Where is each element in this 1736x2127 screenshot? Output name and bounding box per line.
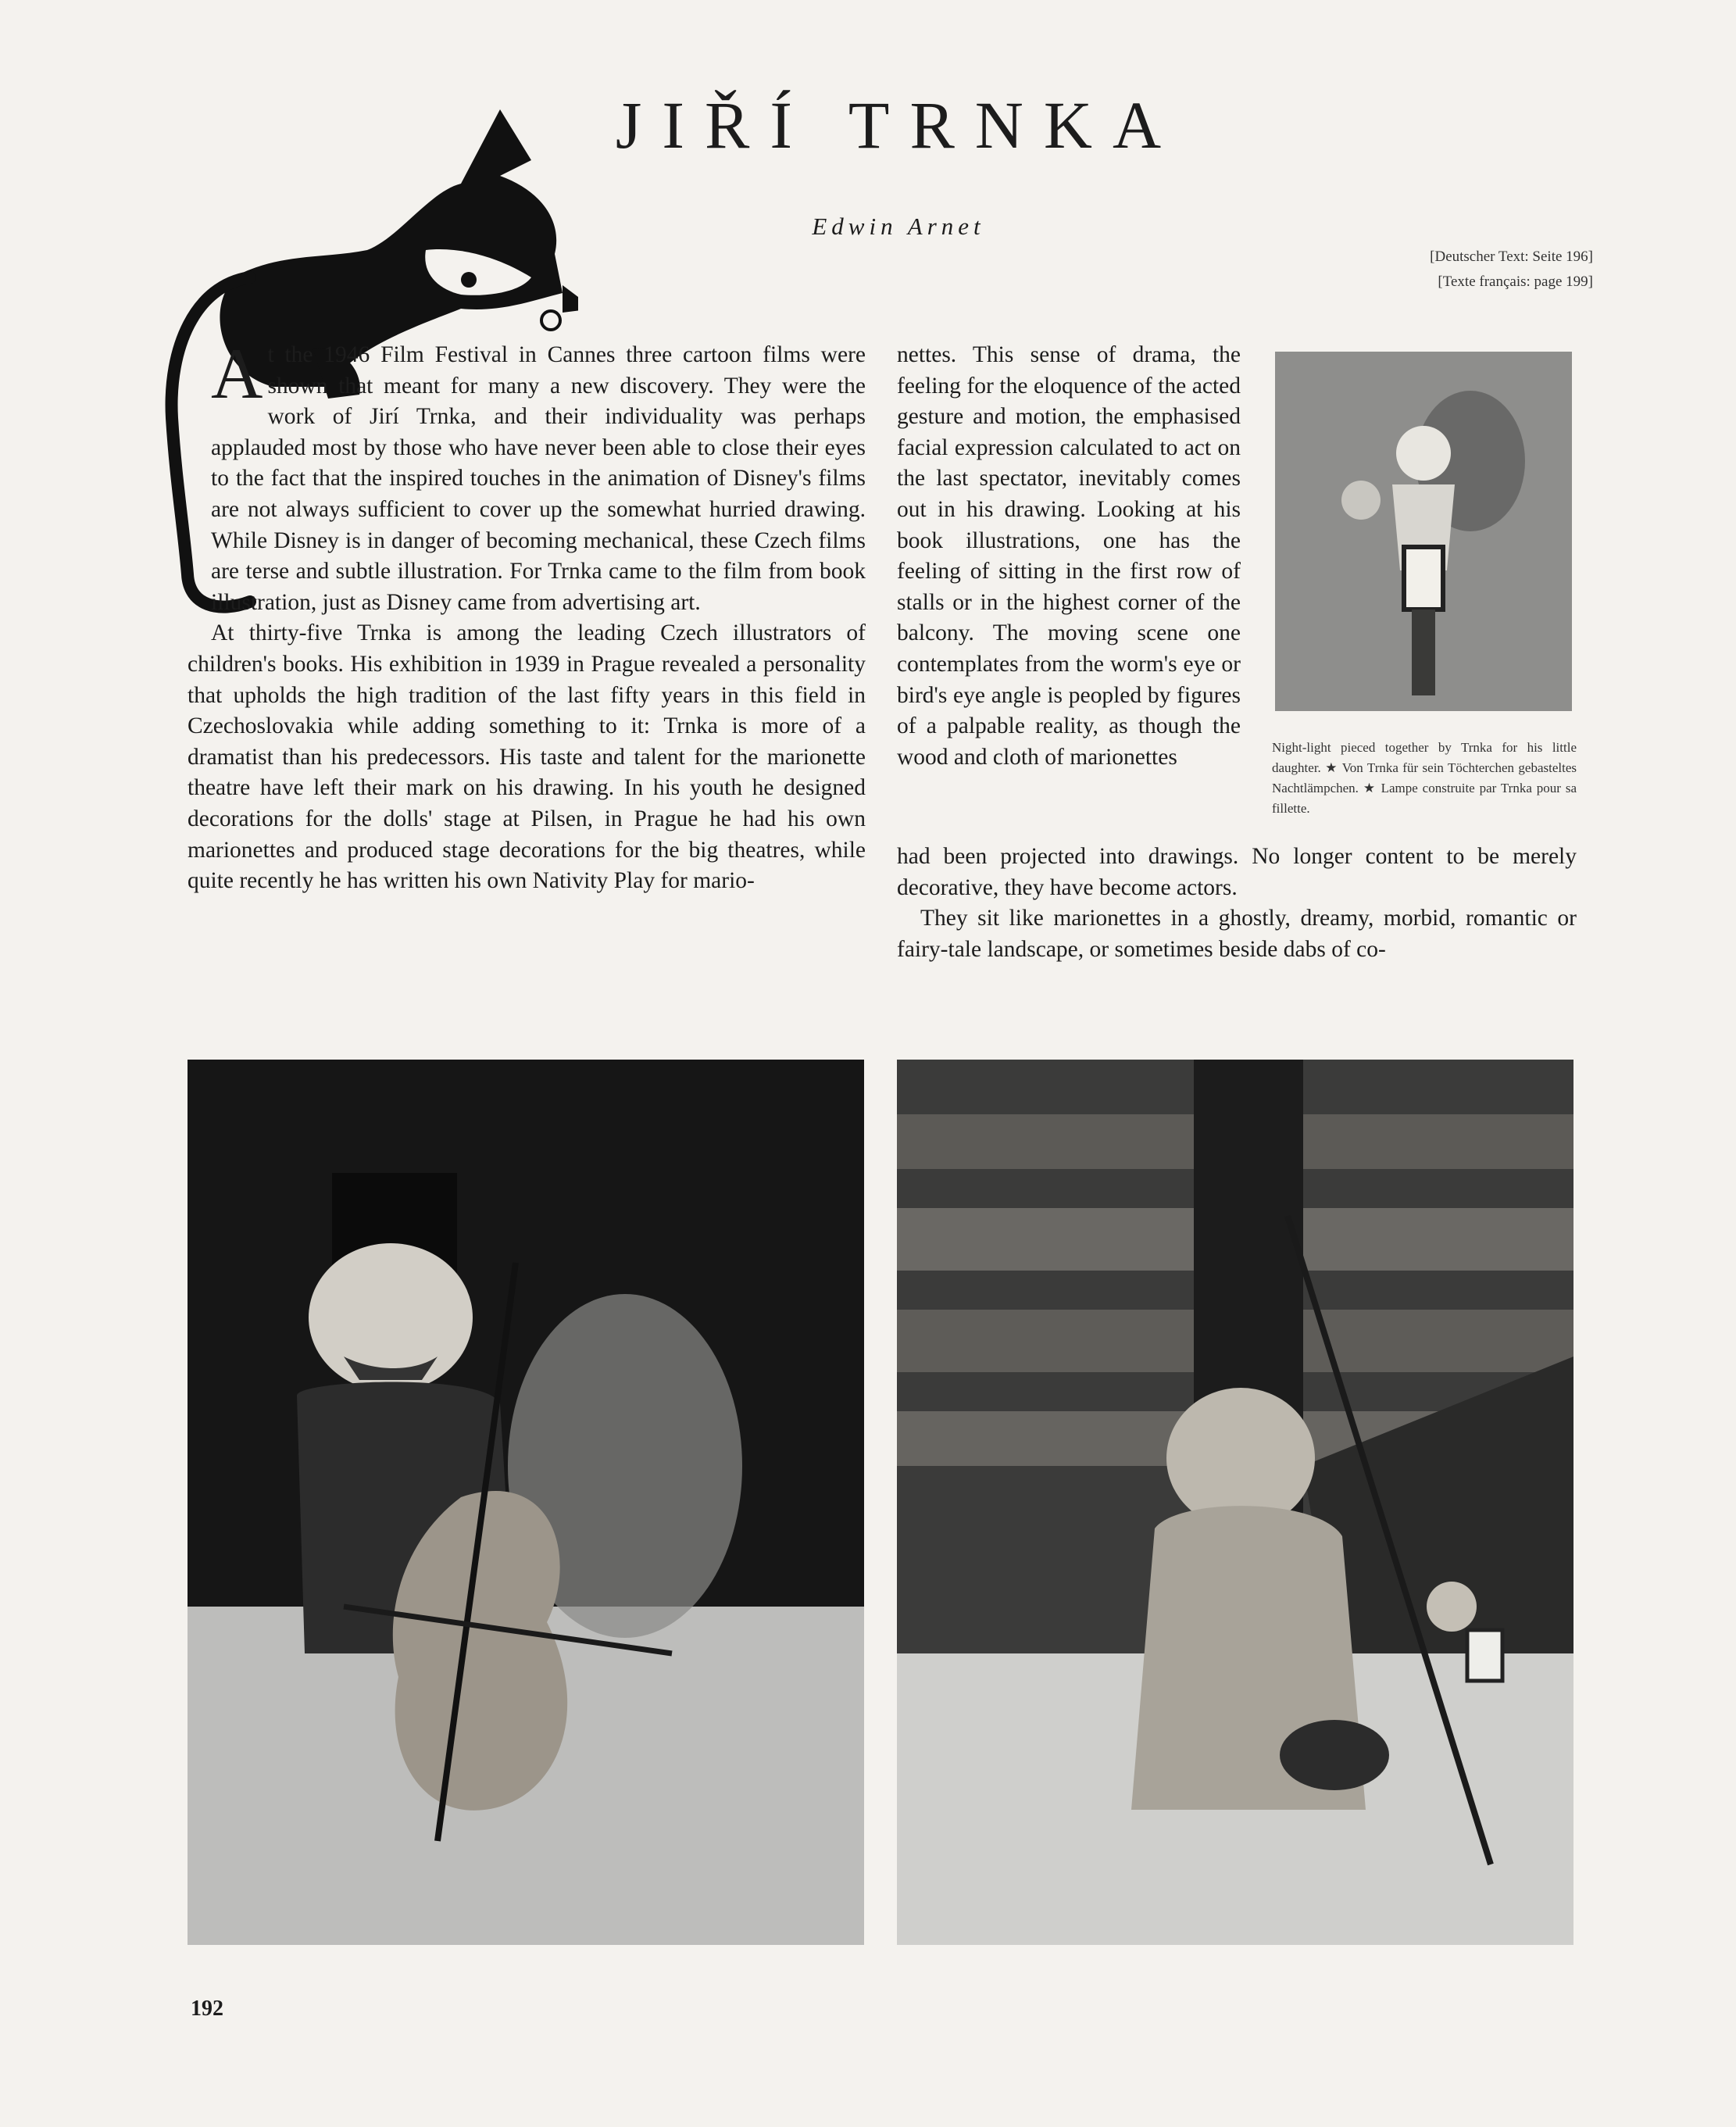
article-title: JIŘÍ TRNKA <box>615 88 1182 163</box>
bearded-puppet-cabin-photo <box>897 1060 1573 1945</box>
bass-player-puppet-photo <box>188 1060 864 1945</box>
article-paragraph-3-continued: had been projected into drawings. No longer content to be merely decorative, they have become actors. <box>897 844 1577 900</box>
article-paragraph-3-column: nettes. This sense of drama, the feeling for the eloquence of the acted gesture and motion, the emphasised facial expression calculated to act on the last spectator, inevitably comes out in his drawing. Looking at his book illustrations, one has the feeling of sitting in the first row of stalls or in the highest corner of the balcony. The moving scene one contemplates from the worm's eye or bird's eye angle is peopled by figures of a palpable reality, as though the wood and cloth of marionettes <box>897 342 1241 770</box>
article-paragraph-1: At the 1946 Film Festival in Cannes three cartoon films were shown that meant for many a new discovery. They were the work of Jirí Trnka, and their individuality was perhaps applauded most by those who have never been able to close their eyes to the fact that the inspired touches in the animation of Disney's films are not always sufficient to cover up the somewhat hurried drawing. While Disney is in danger of becoming mechanical, these Czech films are terse and subtle illustration. For Trnka came to the film from book illustration, just as Disney came from advertising art. <box>211 334 866 615</box>
french-text-reference: [Texte français: page 199] <box>1438 273 1593 290</box>
article-left-column <box>188 334 866 897</box>
page-number: 192 <box>191 1997 223 2021</box>
drop-cap: A <box>211 334 263 413</box>
german-text-reference: [Deutscher Text: Seite 196] <box>1430 248 1593 265</box>
article-spanning-text <box>897 842 1577 965</box>
night-light-photo <box>1275 352 1572 711</box>
author-byline: Edwin Arnet <box>812 213 985 240</box>
article-paragraph-4: They sit like marionettes in a ghostly, dreamy, morbid, romantic or fairy-tale landscape, or sometimes beside dabs of co- <box>897 906 1577 962</box>
article-paragraph-2: At thirty-five Trnka is among the leading Czech illustrators of children's books. His exhibition in 1939 in Prague revealed a personality that upholds the high tradition of the last fifty years in this field in Czechoslovakia while adding something to it: Trnka is more of a dramatist than his predecessors. His taste and talent for the marionette theatre have left their mark on his drawing. In his youth he designed decorations for the dolls' stage at Pilsen, in Prague he had his own marionettes and produced stage decorations for the big theatres, while quite recently he has written his own Nativity Play for mario- <box>188 620 866 894</box>
night-light-caption: Night-light pieced together by Trnka for his little daughter. ★ Von Trnka für sein Töchterchen gebasteltes Nachtlämpchen. ★ Lampe construite par Trnka pour sa fillette. <box>1272 740 1577 816</box>
article-middle-column <box>897 340 1241 773</box>
cat-wrap-spacer <box>188 340 211 617</box>
translation-references <box>1202 245 1593 295</box>
